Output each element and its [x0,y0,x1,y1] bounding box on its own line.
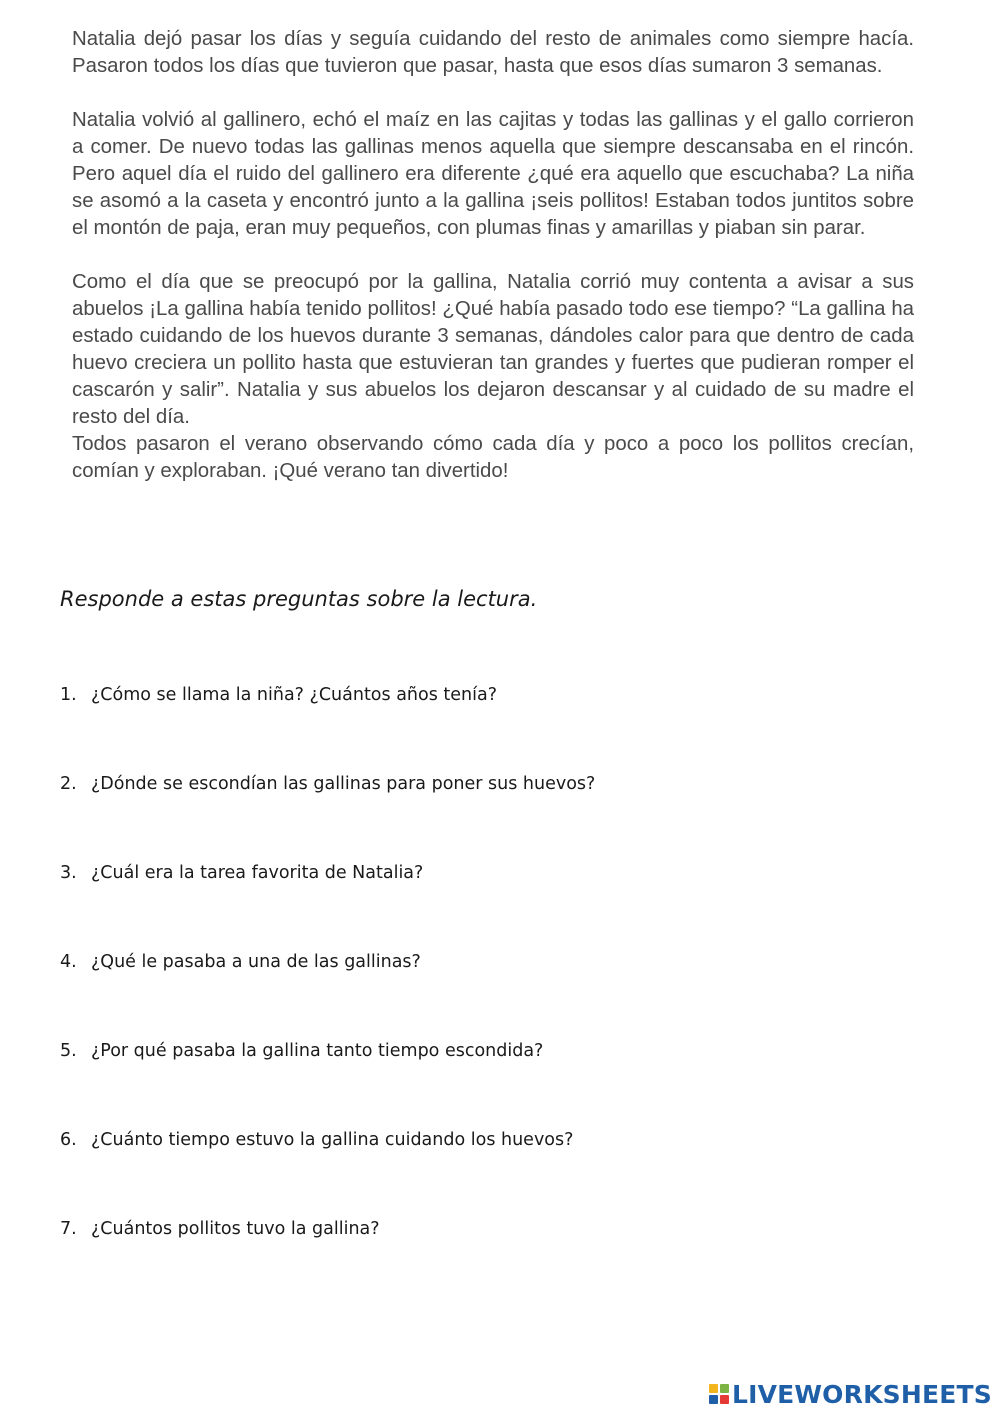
question-list [60,682,595,1305]
question-number: 6. [60,1130,77,1150]
question-number: 1. [60,685,77,705]
question-number: 4. [60,952,77,972]
story-paragraph: Natalia volvió al gallinero, echó el maíz en las cajitas y todas las gallinas y el gallo corrieron a comer. De nuevo todas las gallinas menos aquella que siempre descansaba en el rincón. Pero aquel día el ruido del gallinero era diferente ¿qué era aquello que escuchaba? La niña se asomó a la caseta y encontró junto a la gallina ¡seis pollitos! Estaban todos juntitos sobre el montón de paja, eran muy pequeños, con plumas finas y amarillas y piaban sin parar. [72,109,914,239]
question-item [60,1216,595,1305]
question-text: ¿Cuántos pollitos tuvo la gallina? [91,1219,380,1239]
story-paragraph: Como el día que se preocupó por la gallina, Natalia corrió muy contenta a avisar a sus abuelos ¡La gallina había tenido pollitos! ¿Qué había pasado todo ese tiempo? “La gallina ha estado cuidando de los huevos durante 3 semanas, dándoles calor para que dentro de cada huevo creciera un pollito hasta que estuvieran tan grandes y fuertes que pudieran romper el cascarón y salir”. Natalia y sus abuelos los dejaron descansar y al cuidado de su madre el resto del día. [72,271,914,428]
question-item [60,949,595,1038]
question-number: 3. [60,863,77,883]
reading-passage [72,26,914,485]
question-text: ¿Cómo se llama la niña? ¿Cuántos años tenía? [91,685,497,705]
liveworksheets-logo-icon [709,1384,729,1404]
question-text: ¿Cuánto tiempo estuvo la gallina cuidando los huevos? [91,1130,574,1150]
question-item [60,771,595,860]
logo-square-red [720,1395,729,1404]
question-text: ¿Qué le pasaba a una de las gallinas? [91,952,421,972]
story-paragraph: Todos pasaron el verano observando cómo cada día y poco a poco los pollitos crecían, comían y exploraban. ¡Qué verano tan divertido! [72,433,914,482]
question-text: ¿Dónde se escondían las gallinas para poner sus huevos? [91,774,596,794]
liveworksheets-logo[interactable] [709,1379,992,1409]
logo-text: LIVEWORKSHEETS [731,1379,992,1409]
question-text: ¿Cuál era la tarea favorita de Natalia? [91,863,424,883]
question-text: ¿Por qué pasaba la gallina tanto tiempo escondida? [91,1041,544,1061]
question-item [60,1038,595,1127]
question-number: 5. [60,1041,77,1061]
logo-square-green [720,1384,729,1393]
logo-square-yellow [709,1384,718,1393]
question-item [60,682,595,771]
question-item [60,860,595,949]
story-paragraph: Natalia dejó pasar los días y seguía cuidando del resto de animales como siempre hacía. Pasaron todos los días que tuvieron que pasar, hasta que esos días sumaron 3 semanas. [72,28,914,77]
logo-square-blue [709,1395,718,1404]
question-number: 7. [60,1219,77,1239]
question-number: 2. [60,774,77,794]
instructions-heading: Responde a estas preguntas sobre la lectura. [60,587,538,611]
question-item [60,1127,595,1216]
